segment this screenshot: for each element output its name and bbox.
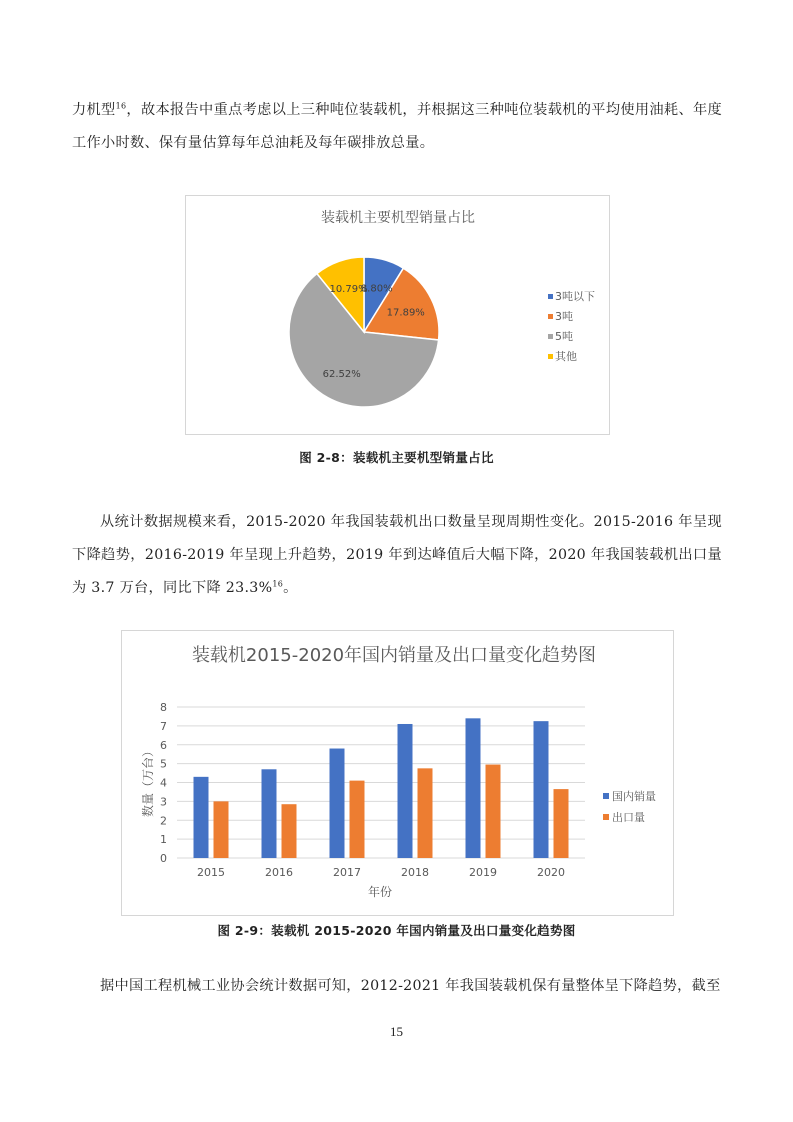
bar-domestic-2018	[398, 724, 413, 858]
pie-chart	[186, 196, 611, 436]
pie-legend-swatch	[548, 294, 553, 299]
y-tick-label: 6	[160, 738, 167, 752]
x-tick-label: 2019	[469, 866, 497, 879]
bar-domestic-2019	[466, 718, 481, 858]
bar-domestic-2020	[534, 721, 549, 858]
bar-domestic-2015	[194, 777, 209, 858]
pie-legend-label: 5吨	[555, 330, 573, 343]
bar-legend-swatch	[603, 814, 609, 820]
y-tick-label: 8	[160, 701, 167, 714]
bar-chart	[122, 631, 675, 917]
citation-ref: 16	[115, 101, 127, 111]
y-tick-label: 7	[160, 719, 167, 733]
x-tick-label: 2016	[265, 866, 293, 879]
x-axis-label: 年份	[367, 885, 393, 899]
y-tick-label: 0	[160, 852, 167, 865]
paragraph-2	[72, 506, 722, 605]
paragraph-1-text-b: ，故本报告中重点考虑以上三种吨位装载机，并根据这三种吨位装载机的平均使用油耗、年度工作小时数、保有量估算每年总油耗及每年碳排放总量。	[72, 102, 722, 151]
pie-data-label: 8.80%	[360, 283, 393, 295]
figure-caption-2-9: 图 2-9：装载机 2015-2020 年国内销量及出口量变化趋势图	[217, 923, 576, 938]
paragraph-3: 据中国工程机械工业协会统计数据可知，2012-2021 年我国装载机保有量整体呈下降趋势，截至	[100, 978, 721, 994]
pie-chart-frame	[185, 195, 610, 435]
x-tick-label: 2018	[401, 866, 429, 879]
pie-legend-swatch	[548, 354, 553, 359]
citation-ref: 16	[272, 579, 284, 589]
pie-chart-title: 装载机主要机型销量占比	[321, 210, 475, 226]
bar-chart-frame	[121, 630, 674, 916]
bar-export-2017	[350, 781, 365, 858]
pie-legend-swatch	[548, 314, 553, 319]
y-tick-label: 1	[160, 833, 167, 847]
paragraph-2-text-b: 。	[283, 580, 298, 596]
bar-domestic-2016	[262, 769, 277, 858]
bar-export-2016	[282, 804, 297, 858]
pie-legend-label: 3吨以下	[555, 290, 595, 303]
pie-data-label: 62.52%	[322, 368, 361, 380]
pie-legend-label: 其他	[555, 350, 577, 363]
figure-caption-2-8: 图 2-8：装载机主要机型销量占比	[299, 450, 494, 465]
x-tick-label: 2020	[537, 866, 565, 879]
y-tick-label: 2	[160, 814, 167, 828]
bar-export-2015	[214, 801, 229, 858]
pie-legend-swatch	[548, 334, 553, 339]
bar-legend-label: 国内销量	[612, 790, 656, 803]
y-tick-label: 3	[160, 795, 167, 809]
bar-domestic-2017	[330, 749, 345, 858]
pie-legend-label: 3吨	[555, 310, 573, 323]
bar-export-2018	[418, 768, 433, 858]
y-axis-label: 数量（万台）	[141, 744, 155, 818]
paragraph-2-text-a: 从统计数据规模来看，2015-2020 年我国装载机出口数量呈现周期性变化。2015-2016 年呈现下降趋势，2016-2019 年呈现上升趋势，2019 年到达峰值后大幅下降，2020 年我国装载机出口量为 3.7 万台，同比下降 23.3%	[72, 514, 722, 596]
bar-legend-label: 出口量	[612, 811, 645, 824]
bar-export-2020	[554, 789, 569, 858]
bar-chart-title: 装载机2015-2020年国内销量及出口量变化趋势图	[191, 645, 597, 666]
bar-export-2019	[486, 765, 501, 858]
page-number: 15	[390, 1024, 403, 1039]
x-tick-label: 2017	[333, 866, 361, 879]
y-tick-label: 4	[160, 776, 167, 790]
y-tick-label: 5	[160, 757, 167, 771]
pie-data-label: 10.79%	[329, 284, 368, 296]
pie-data-label: 17.89%	[386, 307, 425, 319]
bar-legend-swatch	[603, 793, 609, 799]
paragraph-1-text-a: 力机型	[72, 102, 116, 118]
paragraph-1	[72, 94, 722, 160]
x-tick-label: 2015	[197, 866, 225, 879]
